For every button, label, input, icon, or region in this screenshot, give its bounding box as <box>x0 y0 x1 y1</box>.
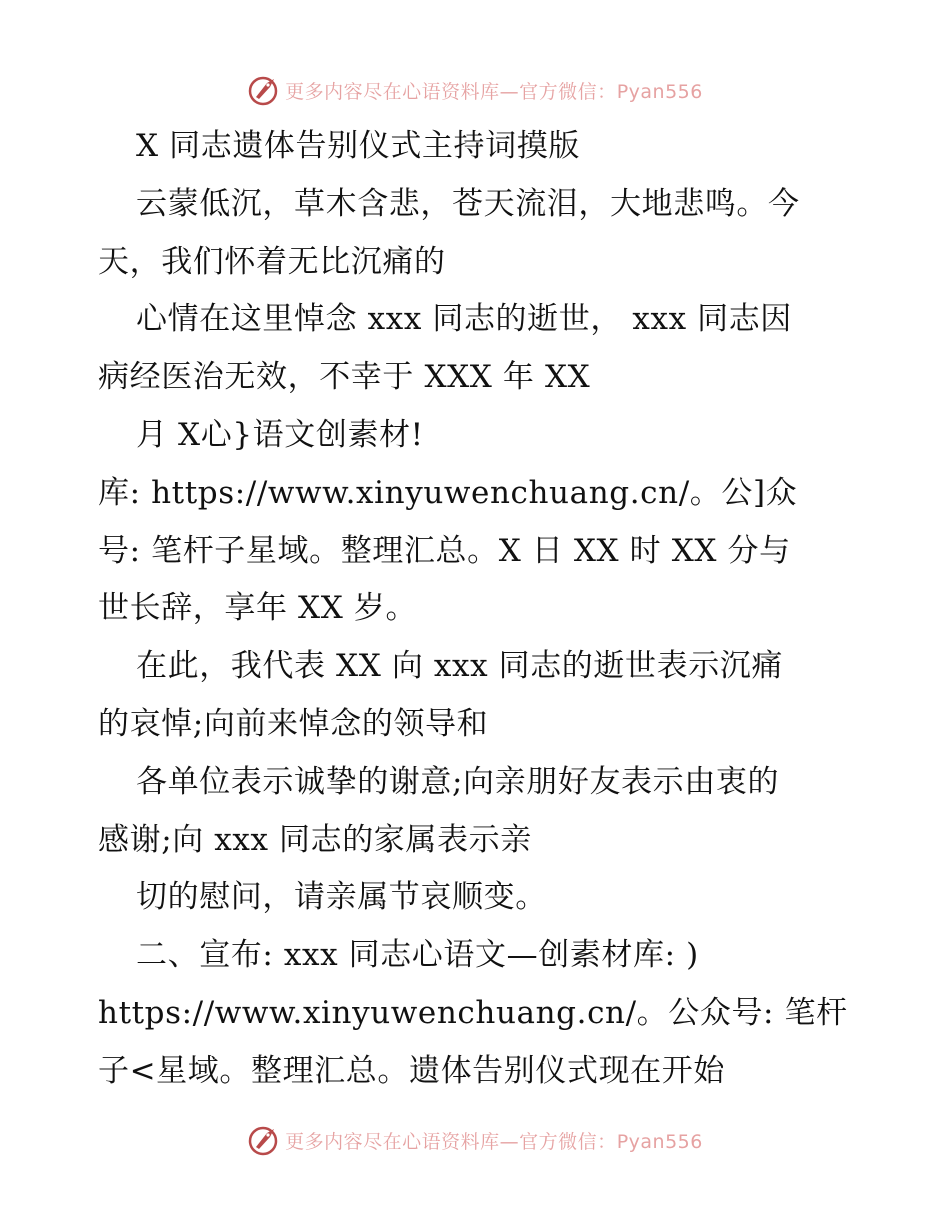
paragraph-line: 号: 笔杆子星域。整理汇总。X 日 XX 时 XX 分与 <box>98 532 791 569</box>
paragraph-line: 心情在这里悼念 xxx 同志的逝世， xxx 同志因 <box>136 301 792 338</box>
paragraph-line: 病经医治无效，不幸于 XXX 年 XX <box>98 359 591 396</box>
paragraph-line: 的哀悼;向前来悼念的领导和 <box>98 705 489 742</box>
paragraph-line: 二、宣布: xxx 同志心语文—创素材库: ) <box>136 937 699 974</box>
pen-nib-circle-icon <box>247 1123 281 1157</box>
header-banner <box>0 70 950 110</box>
banner-text: 更多内容尽在心语资料库—官方微信：Pyan556 <box>285 80 703 103</box>
paragraph-line: 各单位表示诚挚的谢意;向亲朋好友表示由衷的 <box>136 763 780 800</box>
paragraph-line: 月 X心}语文创素材! <box>136 416 424 453</box>
document-body <box>98 118 858 1101</box>
footer-banner <box>0 1120 950 1160</box>
paragraph-line: 在此，我代表 XX 向 xxx 同志的逝世表示沉痛 <box>136 648 784 685</box>
paragraph-line: https://www.xinyuwenchuang.cn/。公众号: 笔杆 <box>98 994 848 1031</box>
doc-title: X 同志遗体告别仪式主持词摸版 <box>136 128 580 164</box>
paragraph-line: 世长辞，享年 XX 岁。 <box>98 590 418 627</box>
paragraph-line: 库: https://www.xinyuwenchuang.cn/。公]众 <box>98 474 798 511</box>
banner-text: 更多内容尽在心语资料库—官方微信：Pyan556 <box>285 1130 703 1153</box>
pen-nib-circle-icon <box>247 73 281 107</box>
paragraph-line: 感谢;向 xxx 同志的家属表示亲 <box>98 821 532 858</box>
paragraph-line: 云蒙低沉，草木含悲，苍天流泪，大地悲鸣。今 <box>136 185 800 222</box>
paragraph-line: 子<星域。整理汇总。遗体告别仪式现在开始 <box>98 1052 725 1089</box>
paragraph-line: 天，我们怀着无比沉痛的 <box>98 243 446 280</box>
paragraph-line: 切的慰问，请亲属节哀顺变。 <box>136 879 547 916</box>
